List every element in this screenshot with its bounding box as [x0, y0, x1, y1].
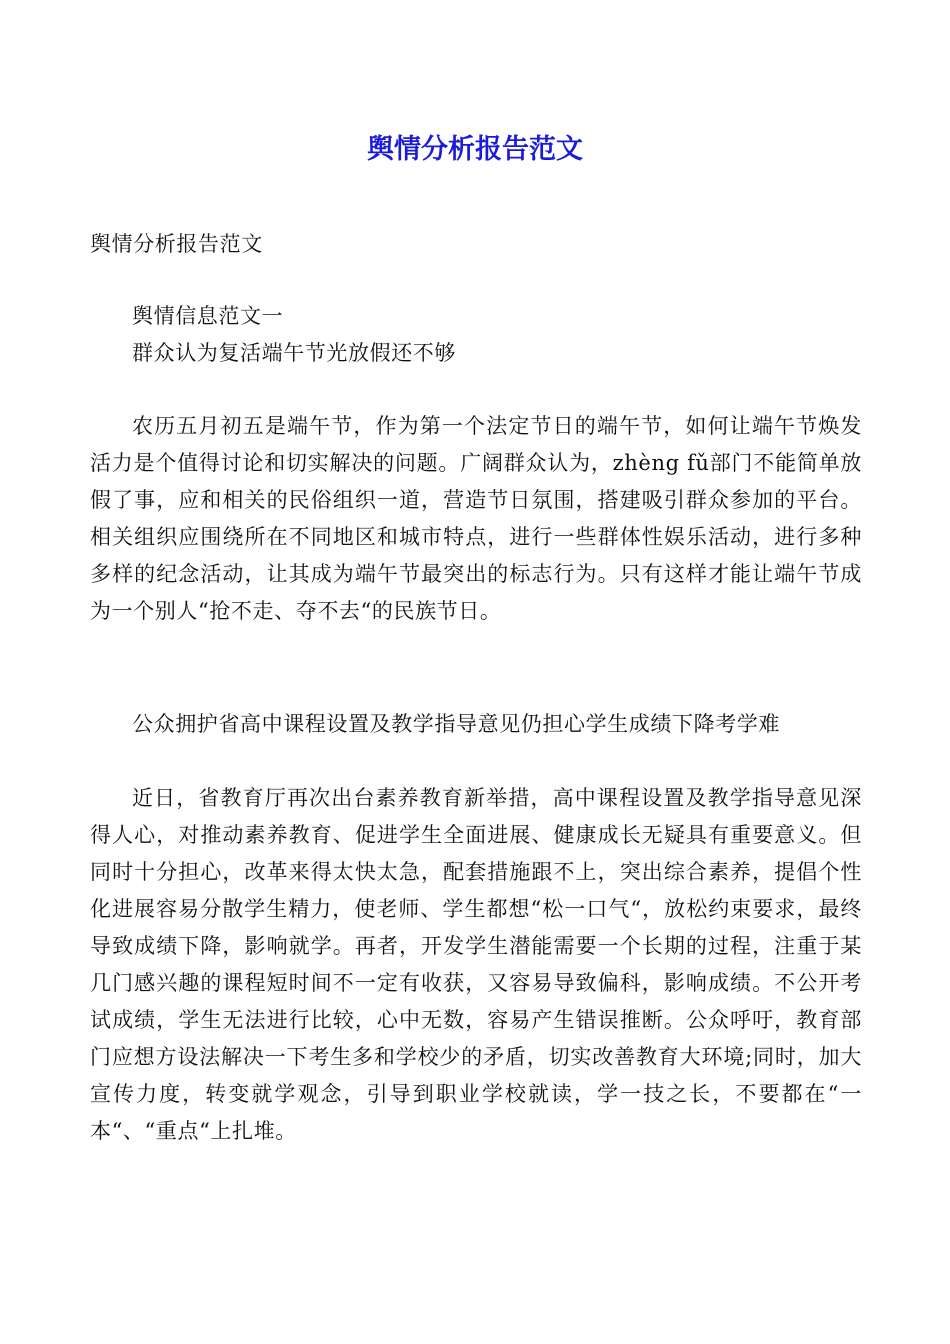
item1-heading: 群众认为复活端午节光放假还不够: [132, 341, 456, 365]
item1-body: 农历五月初五是端午节，作为第一个法定节日的端午节，如何让端午节焕发活力是个值得讨论和切实解决的问题。广阔群众认为，zhèng fǔ部门不能简单放假了事，应和相关的民俗组织一道，营造节日氛围，搭建吸引群众参加的平台。相关组织应围绕所在不同地区和城市特点，进行一些群体性娱乐活动，进行多种多样的纪念活动，让其成为端午节最突出的标志行为。只有这样才能让端午节成为一个别人“抢不走、夺不去“的民族节日。: [90, 414, 862, 623]
subtitle-text: 舆情分析报告范文: [90, 232, 263, 256]
document-title: 舆情分析报告范文: [367, 134, 583, 165]
item2-heading-block: [90, 706, 862, 743]
section-heading: 舆情信息范文一: [132, 304, 284, 328]
item2-body: 近日，省教育厅再次出台素养教育新举措，高中课程设置及教学指导意见深得人心，对推动素养教育、促进学生全面进展、健康成长无疑具有重要意义。但同时十分担心，改革来得太快太急，配套措施跟不上，突出综合素养，提倡个性化进展容易分散学生精力，使老师、学生都想“松一口气“，放松约束要求，最终导致成绩下降，影响就学。再者，开发学生潜能需要一个长期的过程，注重于某几门感兴趣的课程短时间不一定有收获，又容易导致偏科，影响成绩。不公开考试成绩，学生无法进行比较，心中无数，容易产生错误推断。公众呼吁，教育部门应想方设法解决一下考生多和学校少的矛盾，切实改善教育大环境;同时，加大宣传力度，转变就学观念，引导到职业学校就读，学一技之长，不要都在“一本“、“重点“上扎堆。: [90, 786, 862, 1143]
item2-heading: 公众拥护省高中课程设置及教学指导意见仍担心学生成绩下降考学难: [132, 712, 780, 736]
section-heading-block: [90, 298, 862, 372]
document-subtitle: [90, 226, 862, 263]
